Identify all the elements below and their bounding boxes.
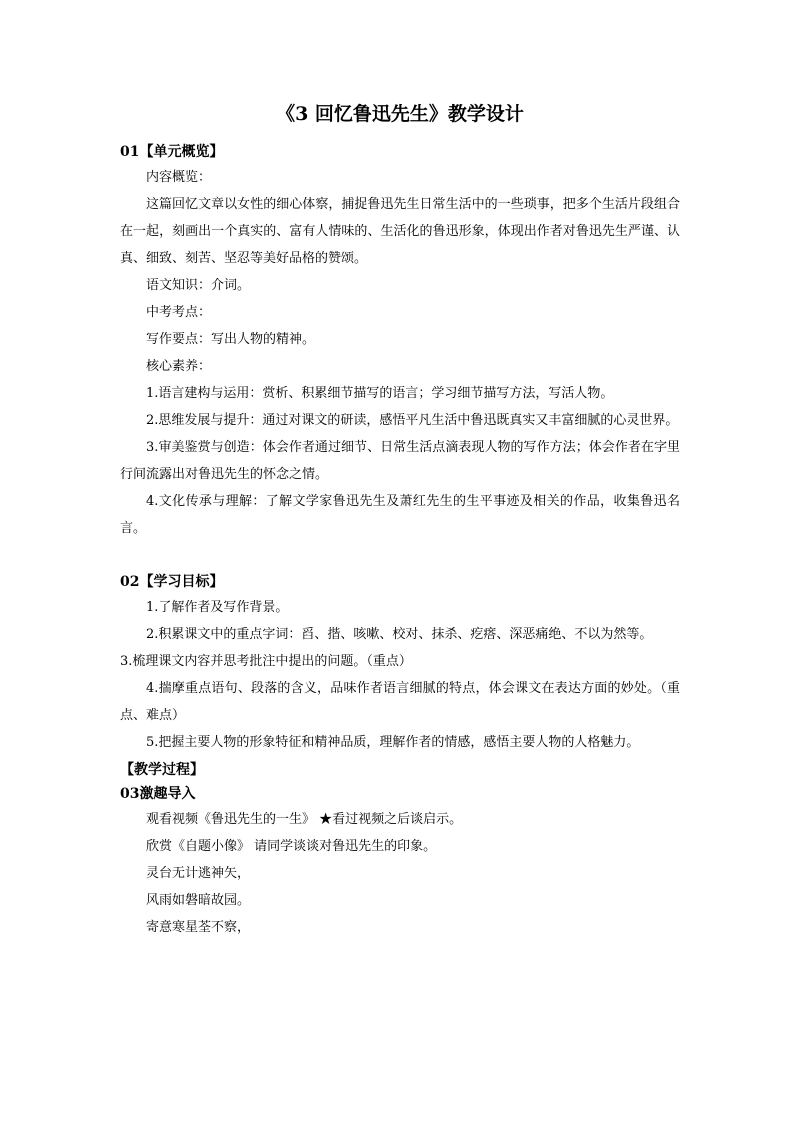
process-line: 观看视频《鲁迅先生的一生》 ★看过视频之后谈启示。 bbox=[146, 812, 463, 827]
literacy-item: 1.语言建构与运用：赏析、积累细节描写的语言；学习细节描写方法，写活人物。 bbox=[146, 386, 614, 401]
sub-heading-intro: 03激趣导入 bbox=[120, 786, 196, 802]
poem-line: 风雨如磐暗故园。 bbox=[146, 893, 251, 908]
poem-line: 灵台无计逃神矢， bbox=[146, 866, 251, 881]
literacy-label: 核心素养： bbox=[146, 359, 212, 374]
section-heading-process: 【教学过程】 bbox=[120, 762, 204, 778]
literacy-item: 3.审美鉴赏与创造：体会作者通过细节、日常生活点滴表现人物的写作方法；体会作者在字里行间流露出对鲁迅先生的怀念之情。 bbox=[120, 440, 680, 482]
goal-item: 2.积累课文中的重点字词：舀、揩、咳嗽、校对、抹杀、疙瘩、深恶痛绝、不以为然等。 bbox=[146, 627, 653, 642]
knowledge-line: 语文知识：介词。 bbox=[146, 278, 251, 293]
literacy-item: 2.思维发展与提升：通过对课文的研读，感悟平凡生活中鲁迅既真实又丰富细腻的心灵世界。 bbox=[146, 413, 679, 428]
poem-line: 寄意寒星荃不察， bbox=[146, 920, 251, 935]
goal-item: 5.把握主要人物的形象特征和精神品质，理解作者的情感，感悟主要人物的人格魅力。 bbox=[146, 735, 640, 750]
section-process bbox=[120, 758, 680, 941]
content-overview-text: 这篇回忆文章以女性的细心体察，捕捉鲁迅先生日常生活中的一些琐事，把多个生活片段组合在一起，刻画出一个真实的、富有人情味的、生活化的鲁迅形象，体现出作者对鲁迅先生严谨、认真、细致、刻苦、坚忍等美好品格的赞颂。 bbox=[120, 197, 680, 266]
writing-line: 写作要点：写出人物的精神。 bbox=[146, 332, 316, 347]
goal-item: 3.梳理课文内容并思考批注中提出的问题。（重点） bbox=[120, 654, 412, 669]
process-line: 欣赏《自题小像》 请同学谈谈对鲁迅先生的印象。 bbox=[146, 839, 437, 854]
document-body bbox=[120, 100, 680, 941]
section-spacer bbox=[120, 542, 680, 570]
section-heading-goals: 02【学习目标】 bbox=[120, 574, 224, 590]
literacy-item: 4.文化传承与理解：了解文学家鲁迅先生及萧红先生的生平事迹及相关的作品，收集鲁迅名言。 bbox=[120, 494, 680, 536]
goal-item: 1.了解作者及写作背景。 bbox=[146, 600, 289, 615]
section-overview bbox=[120, 140, 680, 542]
section-heading-overview: 01【单元概览】 bbox=[120, 144, 224, 160]
section-goals bbox=[120, 570, 680, 756]
exam-points-line: 中考考点： bbox=[146, 305, 212, 320]
content-overview-label: 内容概览： bbox=[146, 170, 212, 185]
document-title: 《3 回忆鲁迅先生》教学设计 bbox=[276, 103, 524, 125]
goal-item: 4.揣摩重点语句、段落的含义，品味作者语言细腻的特点，体会课文在表达方面的妙处。（重点、难点） bbox=[120, 681, 680, 723]
